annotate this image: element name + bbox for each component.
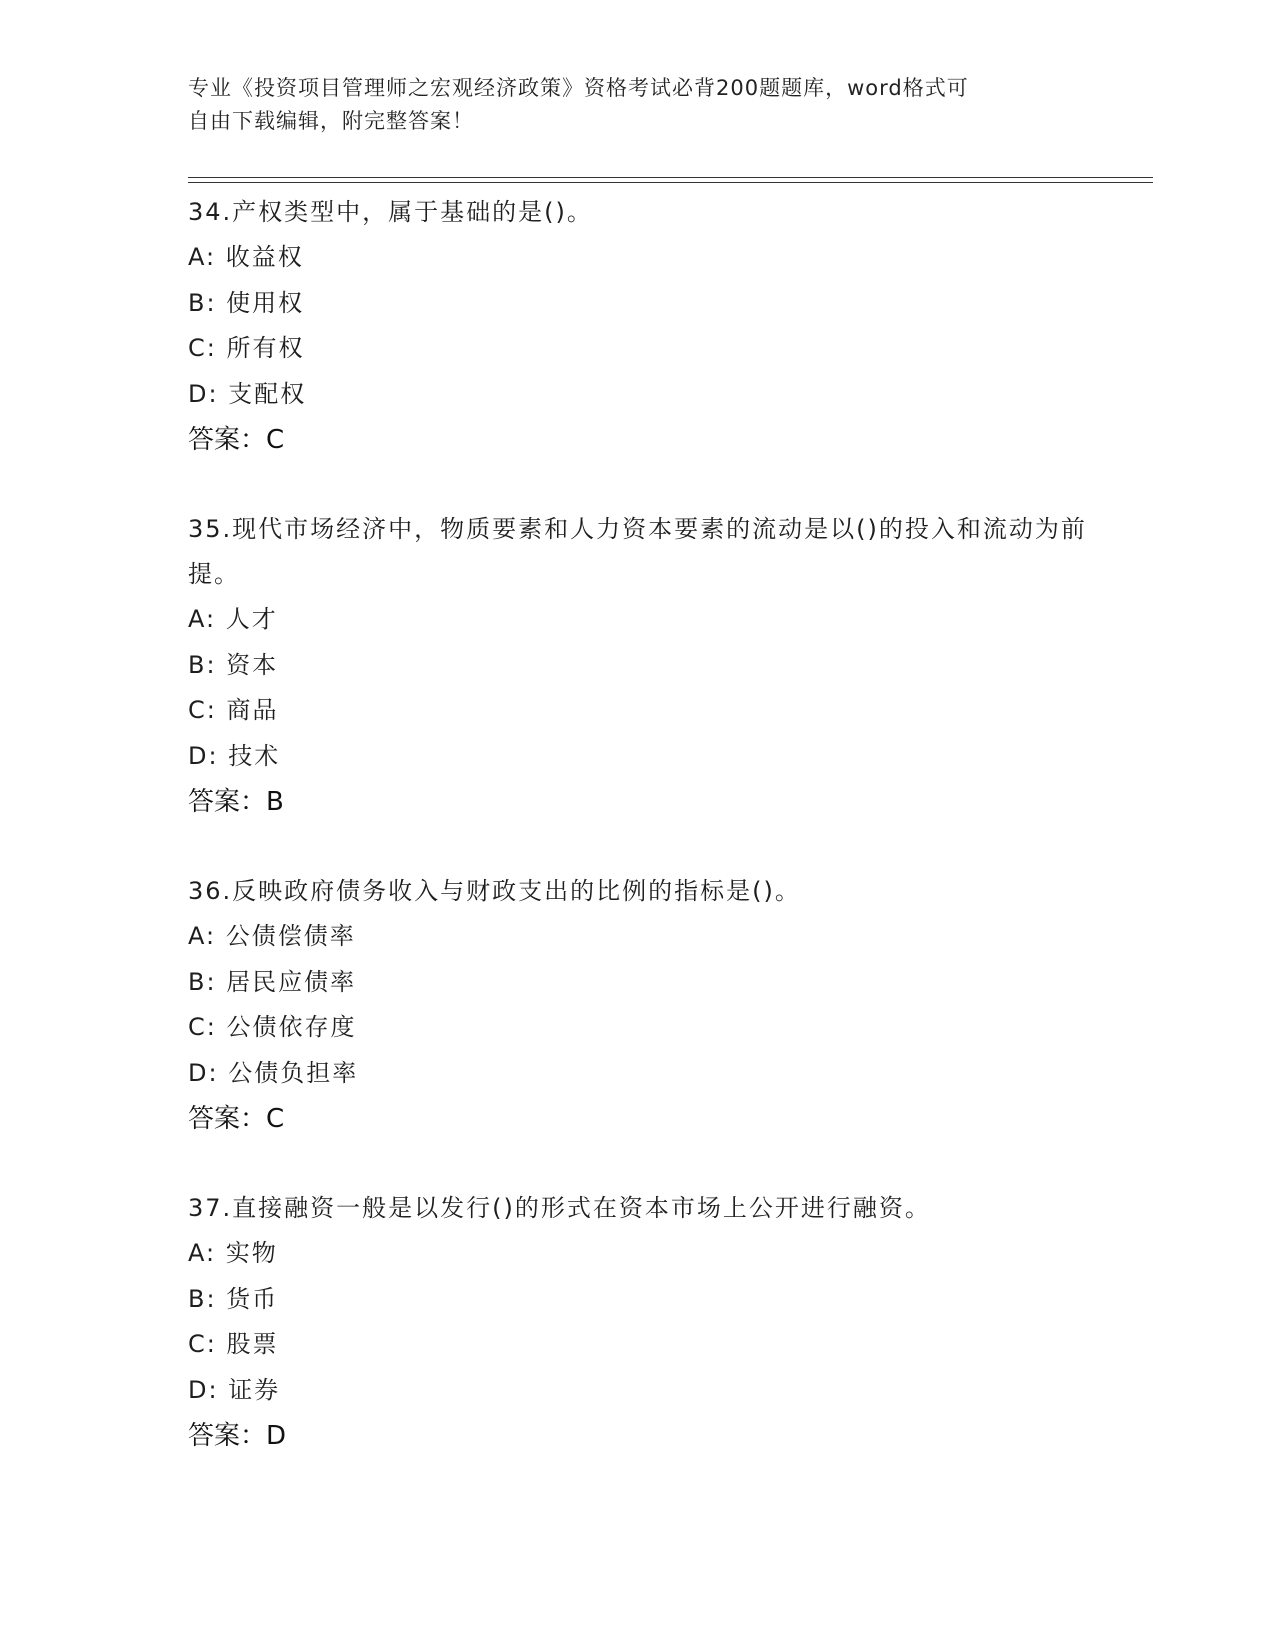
option-a: A: 收益权 [188,243,304,271]
answer: 答案：D [188,1421,287,1451]
option-b: B: 货币 [188,1284,279,1313]
question-34 [188,190,1128,463]
option-c: C: 公债依存度 [188,1013,357,1041]
header-divider-top [188,177,1153,178]
question-36 [188,869,1128,1142]
option-a: A: 实物 [188,1239,278,1267]
option-c: C: 所有权 [188,334,305,362]
question-35 [188,507,1128,825]
option-d: D: 证券 [188,1375,281,1404]
option-b: B: 资本 [188,650,279,679]
option-a: A: 人才 [188,605,278,633]
question-text: 35.现代市场经济中，物质要素和人力资本要素的流动是以()的投入和流动为前提。 [188,515,1087,588]
option-d: D: 支配权 [188,379,307,408]
document-header [188,72,1088,138]
question-text: 36.反映政府债务收入与财政支出的比例的指标是()。 [188,877,801,905]
header-line-1: 专业《投资项目管理师之宏观经济政策》资格考试必背200题题库，word格式可 [188,76,969,100]
question-text: 37.直接融资一般是以发行()的形式在资本市场上公开进行融资。 [188,1194,931,1222]
option-d: D: 技术 [188,741,281,770]
header-line-2: 自由下载编辑，附完整答案！ [188,109,474,133]
option-d: D: 公债负担率 [188,1058,359,1087]
question-text: 34.产权类型中，属于基础的是()。 [188,198,593,226]
option-a: A: 公债偿债率 [188,922,356,950]
option-b: B: 使用权 [188,288,305,317]
answer: 答案：C [188,425,285,455]
header-divider-bottom [188,182,1153,183]
question-list [188,190,1128,1503]
question-37 [188,1186,1128,1459]
option-b: B: 居民应债率 [188,967,357,996]
option-c: C: 商品 [188,696,279,724]
option-c: C: 股票 [188,1330,279,1358]
answer: 答案：C [188,1104,285,1134]
answer: 答案：B [188,787,284,817]
